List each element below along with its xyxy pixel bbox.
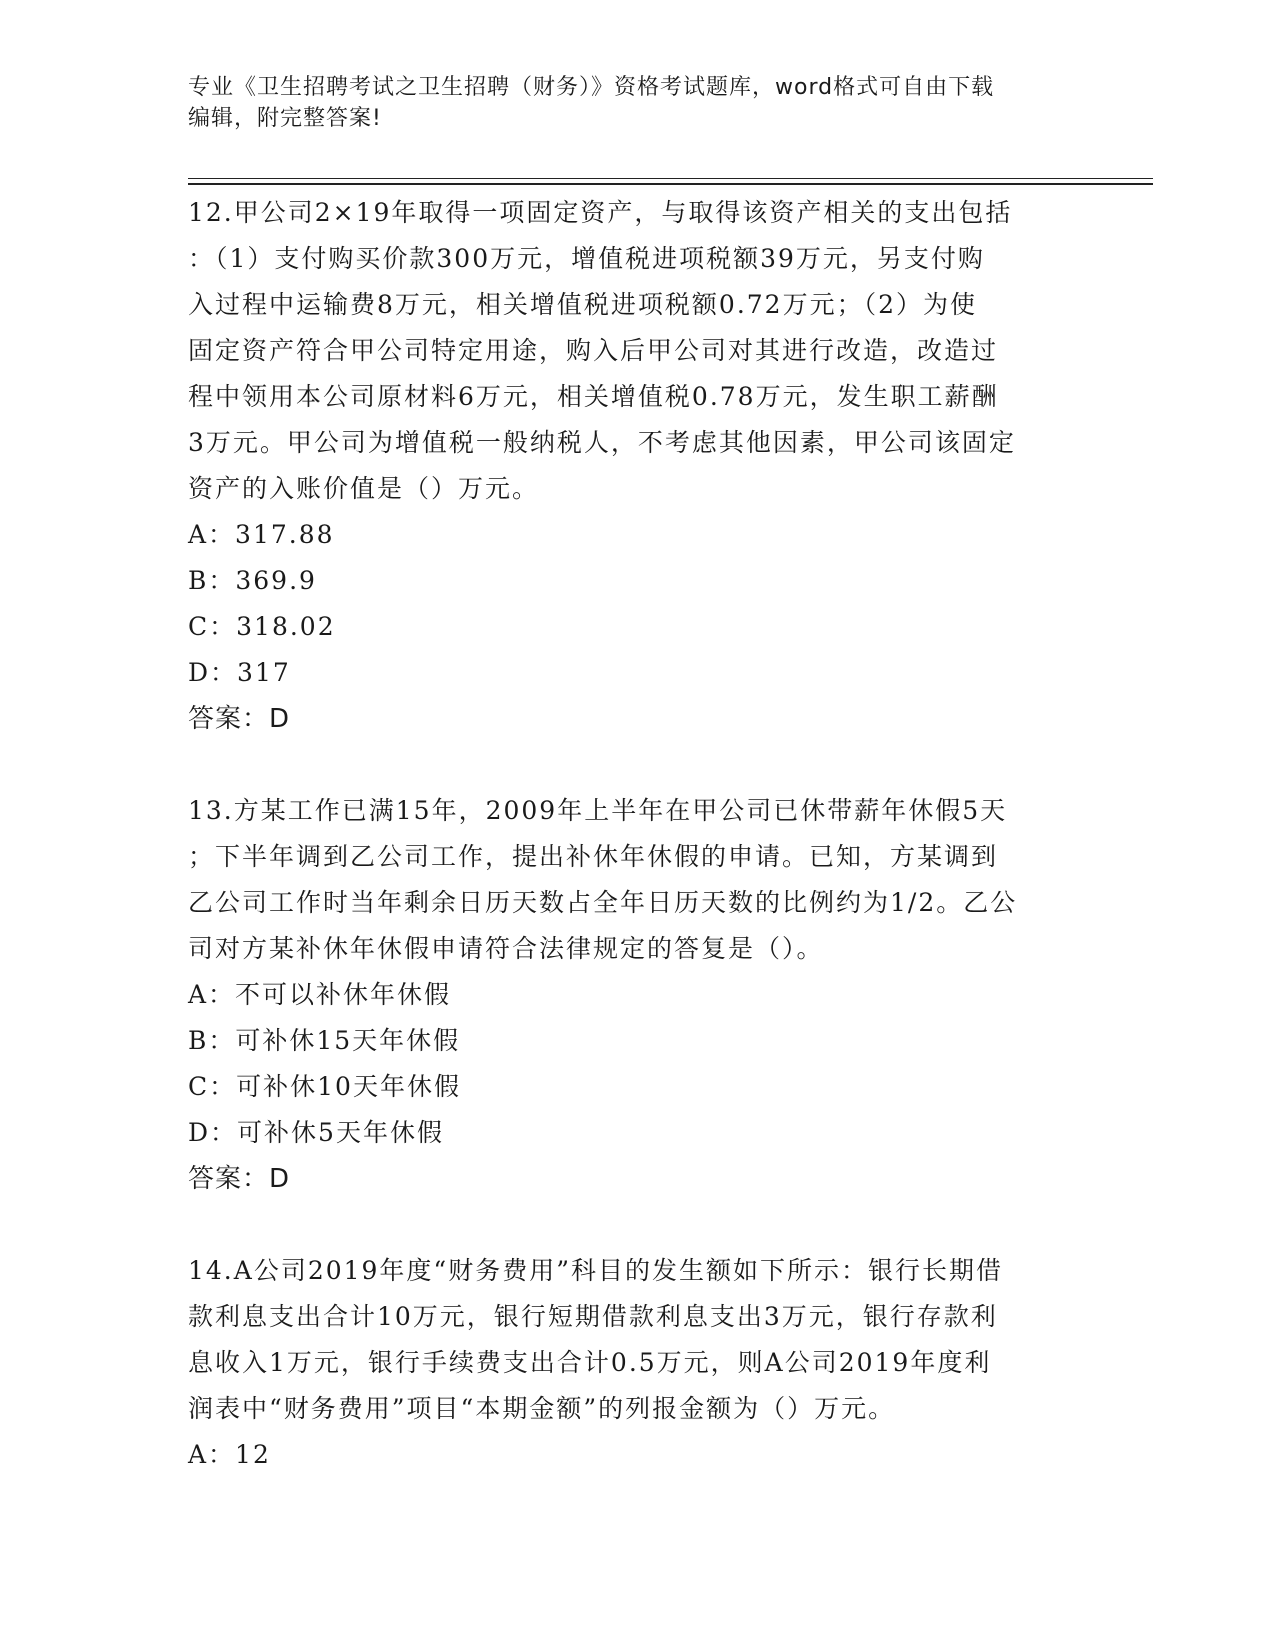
question-14 <box>188 1248 1088 1478</box>
question-text-line: 入过程中运输费8万元，相关增值税进项税额0.72万元；（2）为使 <box>188 290 977 319</box>
question-text-line: 资产的入账价值是（）万元。 <box>188 474 540 503</box>
question-12 <box>188 190 1088 742</box>
question-text-line: 款利息支出合计10万元，银行短期借款利息支出3万元，银行存款利 <box>188 1302 998 1331</box>
answer-label: 答案：D <box>188 704 291 734</box>
option-a: A：不可以补休年休假 <box>188 980 452 1009</box>
header-line-2: 编辑，附完整答案! <box>188 106 382 131</box>
question-text-line: 13.方某工作已满15年，2009年上半年在甲公司已休带薪年休假5天 <box>188 796 1008 825</box>
question-text-line: 息收入1万元，银行手续费支出合计0.5万元，则A公司2019年度利 <box>188 1348 992 1377</box>
question-text-line: 14.A公司2019年度“财务费用”科目的发生额如下所示：银行长期借 <box>188 1256 1003 1285</box>
question-text-line: 12.甲公司2×19年取得一项固定资产，与取得该资产相关的支出包括 <box>188 198 1013 227</box>
question-list <box>188 190 1088 1524</box>
header-divider-thick <box>188 183 1153 185</box>
option-d: D：317 <box>188 658 291 687</box>
question-text-line: 固定资产符合甲公司特定用途，购入后甲公司对其进行改造，改造过 <box>188 336 999 365</box>
question-text-line: 乙公司工作时当年剩余日历天数占全年日历天数的比例约为1/2。乙公 <box>188 888 1018 917</box>
document-header <box>188 72 1088 134</box>
option-c: C：318.02 <box>188 612 336 641</box>
header-divider-thin <box>188 178 1153 179</box>
question-13 <box>188 788 1088 1202</box>
option-b: B：369.9 <box>188 566 317 595</box>
question-text-line: 润表中“财务费用”项目“本期金额”的列报金额为（）万元。 <box>188 1394 896 1423</box>
option-c: C：可补休10天年休假 <box>188 1072 461 1101</box>
header-line-1: 专业《卫生招聘考试之卫生招聘（财务）》资格考试题库，word格式可自由下载 <box>188 75 995 100</box>
option-d: D：可补休5天年休假 <box>188 1118 444 1147</box>
question-text-line: ；下半年调到乙公司工作，提出补休年休假的申请。已知，方某调到 <box>188 842 999 871</box>
question-text-line: 司对方某补休年休假申请符合法律规定的答复是（）。 <box>188 934 824 963</box>
option-a: A：12 <box>188 1440 271 1469</box>
option-b: B：可补休15天年休假 <box>188 1026 461 1055</box>
question-text-line: 程中领用本公司原材料6万元，相关增值税0.78万元，发生职工薪酬 <box>188 382 999 411</box>
answer-label: 答案：D <box>188 1164 291 1194</box>
question-text-line: 3万元。甲公司为增值税一般纳税人，不考虑其他因素，甲公司该固定 <box>188 428 1016 457</box>
question-text-line: ：（1）支付购买价款300万元，增值税进项税额39万元，另支付购 <box>188 244 985 273</box>
option-a: A：317.88 <box>188 520 335 549</box>
